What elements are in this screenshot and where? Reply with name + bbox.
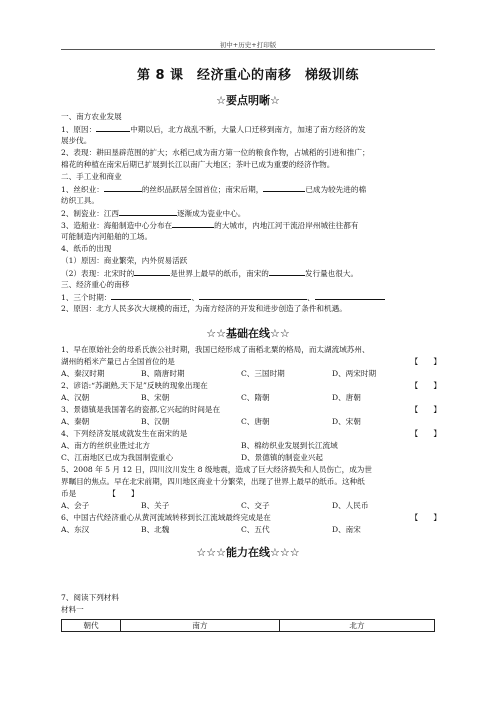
option[interactable]: C、隋朝 (241, 393, 270, 402)
text-line: 1、丝织业： 的丝织品跃居全国首位；南宋后期， 已成为较先进的棉 (61, 185, 367, 194)
section-heading-ability: ☆☆☆能力在线☆☆☆ (196, 546, 300, 559)
text-line: 4、纸币的出现 (61, 244, 112, 253)
blank[interactable] (134, 267, 170, 276)
answer-bracket[interactable]: 【 】 (410, 513, 441, 522)
blank[interactable] (111, 291, 191, 300)
text-line: 1、三个时期： 、 、 (61, 291, 441, 304)
option[interactable]: A、南方的丝织业胜过北方 (61, 441, 151, 450)
option[interactable]: B、关子 (141, 501, 170, 510)
page-title: 第 8 课 经济重心的南移 梯级训练 (136, 68, 360, 83)
text-line: （1）原因：商业繁荣，内外贸易活跃 (61, 256, 188, 265)
blank[interactable] (104, 183, 142, 192)
option[interactable]: C、唐朝 (241, 417, 270, 426)
option[interactable]: C、三国时期 (241, 369, 285, 378)
blank[interactable] (96, 123, 130, 132)
option[interactable]: A、秦朝 (61, 417, 90, 426)
text-line: 纺织工具。 (61, 196, 99, 205)
option[interactable]: B、汉朝 (141, 417, 170, 426)
option[interactable]: A、汉朝 (61, 393, 90, 402)
answer-bracket[interactable]: 【 】 (410, 357, 441, 366)
blank[interactable] (199, 291, 307, 300)
text-line: 展步伐。 (61, 136, 92, 145)
option[interactable]: D、南宋 (332, 525, 361, 534)
text-line: 可能制造内河船舶的工场。 (61, 232, 153, 241)
blank[interactable] (269, 267, 305, 276)
option[interactable]: B、宋朝 (141, 393, 170, 402)
option[interactable]: B、北魏 (141, 525, 170, 534)
question-5: 5、2008 年 5 月 12 日，四川汶川发生 8 级地震，造成了巨大经济损失和人员伤亡，成为世 (61, 465, 372, 474)
option[interactable]: D、景德镇的制瓷业兴起 (241, 453, 324, 462)
material-label: 材料一 (61, 605, 84, 614)
section-heading-key-points: ☆要点明晰☆ (216, 94, 280, 107)
question-6: 6、中国古代经济重心从黄河流域转移到长江流域最终完成是在 【 】 (61, 513, 441, 522)
blank[interactable] (263, 183, 305, 192)
text-line: 二、手工业和商业 (61, 172, 122, 181)
text-line: 3、造船业：海船制造中心分布在 的大城市，内地江河干流沿岸州城往往都有 (61, 221, 359, 230)
running-header: 初中+历史+打印版 (219, 41, 277, 49)
table-cell: 北方 (280, 620, 435, 632)
option[interactable]: C、江南地区已成为我国制瓷重心 (61, 453, 174, 462)
option[interactable]: B、棉纺织业发展到长江流域 (241, 441, 338, 450)
option[interactable]: B、隋唐时期 (141, 369, 185, 378)
option[interactable]: C、交子 (241, 501, 270, 510)
blank[interactable] (119, 207, 177, 216)
question-7: 7、阅读下列材料 (61, 593, 119, 602)
section-heading-basics: ☆☆基础在线☆☆ (206, 327, 290, 340)
text-line: 1、原因： 中期以后，北方战乱不断，大量人口迁移到南方，加速了南方经济的发 (61, 125, 366, 134)
table-cell: 南方 (121, 620, 280, 632)
answer-bracket[interactable]: 【 】 (410, 405, 441, 414)
blank[interactable] (315, 291, 385, 300)
option[interactable]: A、会子 (61, 501, 90, 510)
question-2: 2、谚语:“苏湖熟,天下足”反映的现象出现在 【 】 (61, 381, 441, 390)
question-3: 3、景德镇是我国著名的瓷都,它兴起的时间是在 【 】 (61, 405, 441, 414)
option[interactable]: A、东汉 (61, 525, 90, 534)
option[interactable]: D、人民币 (332, 501, 369, 510)
material-table (61, 619, 435, 632)
text-line: 三、经济重心的南移 (61, 280, 130, 289)
option[interactable]: D、唐朝 (332, 393, 361, 402)
option[interactable]: A、秦汉时期 (61, 369, 105, 378)
option[interactable]: D、两宋时期 (332, 369, 377, 378)
answer-bracket[interactable]: 【 】 (410, 381, 441, 390)
text-line: （2）表现：北宋时的 是世界上最早的纸币，南宋的 发行量也很大。 (61, 269, 359, 278)
text-line: 2、表现：耕田垦辟范围的扩大；水稻已成为南方第一位的粮食作物，占城稻的引进和推广； (61, 148, 370, 157)
table-row (62, 620, 435, 632)
question-1-cont: 湖州的稻米产量已占全国首位的是 【 】 (61, 357, 441, 366)
question-5-cont: 界瞩目的焦点。早在北宋前期，四川地区商业十分繁荣，出现了世界上最早的纸币。这种纸 (61, 477, 365, 486)
option[interactable]: C、五代 (241, 525, 270, 534)
blank[interactable] (172, 219, 214, 228)
text-line: 棉花的种植在南宋后期已扩展到长江以南广大地区；茶叶已成为重要的经济作物。 (61, 160, 335, 169)
header-rule (61, 49, 435, 50)
text-line: 2、原因：北方人民多次大规模的南迁，为南方经济的开发和进步创造了条件和机遇。 (61, 304, 347, 313)
question-4: 4、下列经济发展成就发生在南宋的是 【 】 (61, 429, 441, 438)
answer-bracket[interactable]: 【 】 (410, 429, 441, 438)
question-5-cont: 币是 【 】 (61, 489, 139, 498)
text-line: 一、南方农业发展 (61, 112, 122, 121)
table-cell: 朝代 (62, 620, 121, 632)
option[interactable]: D、宋朝 (332, 417, 361, 426)
question-1: 1、早在原始社会的母系氏族公社时期，我国已经形成了南稻北粟的格局，而太湖流域苏州、 (61, 345, 370, 354)
text-line: 2、制瓷业：江西 逐渐成为瓷业中心。 (61, 209, 246, 218)
answer-bracket[interactable]: 【 】 (108, 489, 139, 498)
